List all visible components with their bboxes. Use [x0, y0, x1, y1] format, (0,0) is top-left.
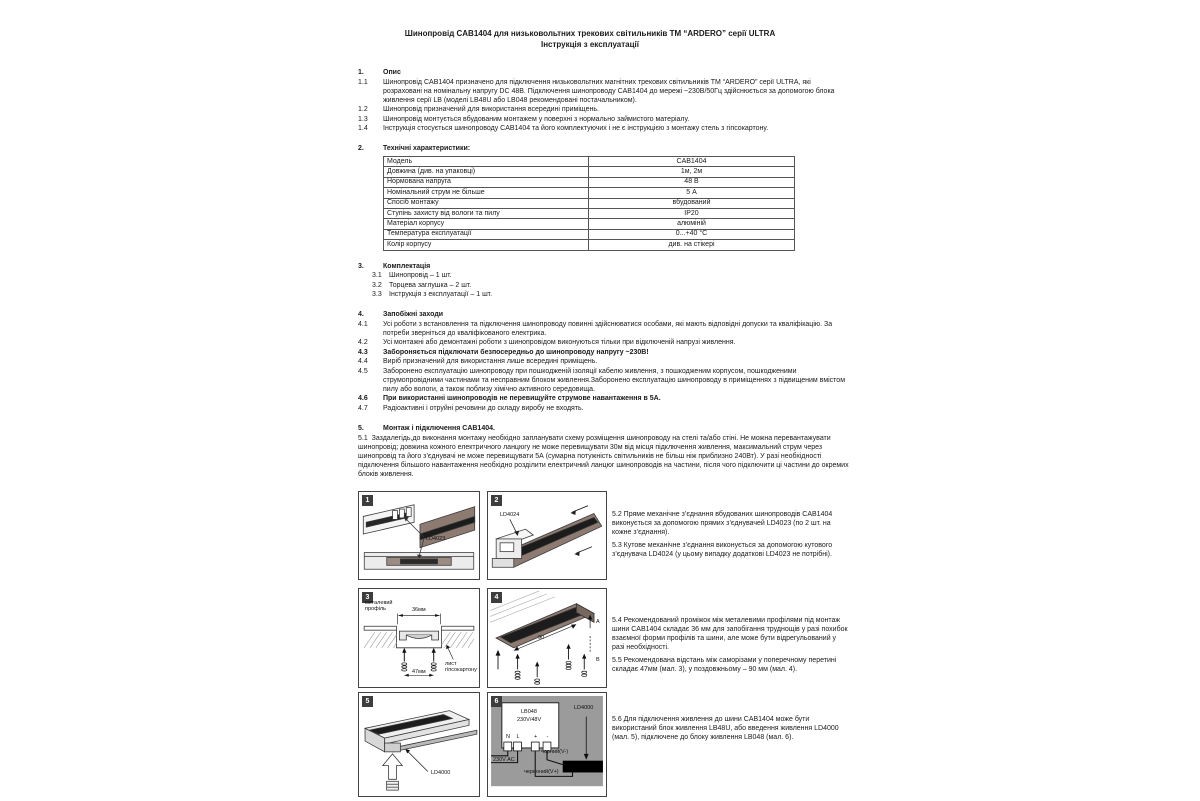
item-number: 4.1: [358, 320, 368, 328]
ld4024-label: LD4024: [500, 511, 520, 518]
list-item: [372, 281, 850, 290]
item-number: 3.1: [372, 272, 382, 280]
psu-name-label: LB048: [521, 708, 537, 715]
figure-5: [358, 692, 480, 797]
item-number: 4.3: [358, 348, 368, 356]
figure-2-number-badge: 2: [491, 495, 502, 506]
item-text: Інструкція стосується шинопроводу CAB1404 та його комплектуючих і не є інструкцією з монтажу стель з гіпсокартону.: [383, 125, 769, 132]
figure-5-number-badge: 5: [362, 696, 373, 707]
terminal-n-label: N: [506, 733, 510, 740]
value-cell: див. на стікері: [589, 240, 795, 250]
item-number: 1.2: [358, 106, 368, 113]
list-item: [358, 115, 850, 124]
item-number: 3.3: [372, 291, 382, 299]
section-number: 2.: [358, 145, 364, 152]
param-cell: Матеріал корпусу: [384, 219, 589, 229]
item-text: Усі монтажні або демонтажні роботи з шинопровідом виконуються тільки при відключеній напрузі живлення.: [383, 339, 736, 347]
list-item: [358, 404, 850, 413]
item-number: 4.5: [358, 367, 368, 375]
note-5-4: 5.4 Рекомендований проміжок між металевими профілями під монтаж шини CAB1404 складає 36 мм для запобігання труднощів у разі похибок взаємної форми профілів та шини, але може бути відрегульований у разі необхідності.: [612, 616, 848, 651]
table-row: [384, 188, 795, 198]
spec-table: [383, 156, 795, 251]
item-number: 1.3: [358, 115, 368, 123]
value-cell: 5 А: [589, 188, 795, 198]
section-2-heading: [358, 144, 850, 153]
section-1-heading: [358, 68, 850, 77]
ld4023-label: LD4023: [426, 535, 446, 542]
document-body: [358, 68, 850, 801]
section-number: 1.: [358, 69, 364, 76]
figure-2-drawing: [488, 492, 606, 579]
list-item: [372, 290, 850, 299]
figure-1: [358, 491, 480, 580]
table-row: [384, 157, 795, 167]
terminal-minus-label: -: [546, 733, 549, 740]
section-3-heading: [358, 262, 850, 271]
item-number: 1.4: [358, 125, 368, 132]
item-number: 5.1: [358, 434, 368, 442]
section-4-heading: [358, 310, 850, 319]
item-text: Шинопровід призначений для використання всередині приміщень.: [383, 106, 599, 113]
figure-3: [358, 588, 480, 688]
item-text: Шинопровід – 1 шт.: [389, 272, 452, 280]
section-5-heading: [358, 424, 850, 433]
param-cell: Ступінь захисту від вологи та пилу: [384, 209, 589, 219]
figure-6: [487, 692, 607, 797]
title-line-2: Інструкція з експлуатації: [540, 40, 640, 49]
note-5-3: 5.3 Кутове механічне з’єднання виконується за допомогою кутового з’єднувача LD4024 (у цьому випадку додаткові LD4023 не потрібні).: [612, 541, 833, 558]
table-row: [384, 167, 795, 177]
drywall-sheet-label: лист гіпсокартону: [445, 660, 477, 673]
notes-block-3: [612, 715, 850, 746]
param-cell: Температура експлуатації: [384, 229, 589, 239]
param-cell: Довжина (див. на упаковці): [384, 167, 589, 177]
value-cell: 0...+40 °С: [589, 229, 795, 239]
point-b-label: B: [596, 656, 600, 663]
dim-47mm-label: 47мм: [412, 668, 426, 675]
figure-4-drawing: [488, 589, 606, 687]
list-item: [358, 338, 850, 347]
figure-1-number-badge: 1: [362, 495, 373, 506]
notes-block-2: [612, 616, 850, 678]
param-cell: Нормована напруга: [384, 177, 589, 187]
value-cell: 48 В: [589, 177, 795, 187]
item-number: 4.2: [358, 339, 368, 347]
list-item: [358, 105, 850, 114]
item-text: Виріб призначений для використання лише всередині приміщень.: [383, 358, 598, 366]
black-wire-label: чорний(V-): [541, 748, 569, 755]
table-row: [384, 219, 795, 229]
param-cell: Модель: [384, 157, 589, 167]
section-3: [358, 262, 850, 300]
figure-5-drawing: [359, 693, 479, 796]
psu-rating-label: 230V/48V: [517, 716, 542, 723]
section-number: 4.: [358, 311, 364, 319]
metal-profile-label: металевий профіль: [365, 599, 393, 612]
section-title: Запобіжні заходи: [383, 311, 444, 319]
list-item: [358, 367, 850, 394]
item-text: Заздалегідь,до виконання монтажу необхідно запланувати схему розміщення шинопроводу на стелі та/або стіні. Не можна перевантажувати шинопровід; довжина кожного електричного ланцюгу не може перевищувати 30м від місця підключення живлення, максимальний струм через шинопровід та його з’єднувачі не може перевищувати 5А (сумарна потужність світильників не більш ніж приблизно 240Вт). У разі необхідності підключення більшого навантаження необхідно розділити електричний ланцюг шинопроводів на частини, після чого підключити ці частини до окремих блоків живлення.: [358, 434, 849, 478]
item-text: Шинопровід CAB1404 призначено для підключення низьковольтних магнітних трекових світильників ТМ “ARDERO” серії ULTRA, які розраховані на номінальну напругу DC 48В. Підключення шинопроводу CAB1404 до мережі ~230В/50Гц здійснюється за допомогою блока живлення серії LB (моделі LB48U або LB048 рекомендовані постачальником).: [383, 78, 835, 104]
section-1: [358, 68, 850, 133]
terminal-l-label: L: [516, 733, 520, 740]
title-line-1: Шинопровід CAB1404 для низьковольтних трекових світильників ТМ “ARDERO” серії ULTRA: [404, 29, 776, 38]
document-title: [340, 28, 840, 50]
figure-6-number-badge: 6: [491, 696, 502, 707]
figure-4-number-badge: 4: [491, 592, 502, 603]
section-number: 3.: [358, 262, 364, 270]
dim-90-label: 90: [538, 634, 545, 641]
list-item: [358, 78, 850, 105]
item-text: Забороняється підключати безпосередньо до шинопроводу напругу ~230В!: [383, 348, 649, 356]
red-wire-label: червоний(V+): [524, 768, 559, 775]
table-row: [384, 209, 795, 219]
figures-area: [358, 491, 850, 801]
note-5-6: 5.6 Для підключення живлення до шини CAB1404 може бути використаний блок живлення LB48U, або введення живлення LD4000 (мал. 5), підключене до блоку живлення LB048 (мал. 6).: [612, 715, 839, 741]
value-cell: вбудований: [589, 198, 795, 208]
section-title: Технічні характеристики:: [383, 145, 471, 152]
section-title: Опис: [383, 69, 401, 76]
item-text: Радіоактивні і отруйні речовини до складу виробу не входять.: [383, 404, 584, 412]
figure-2: [487, 491, 607, 580]
notes-block-1: [612, 510, 850, 563]
list-item: [358, 357, 850, 366]
item-text: При використанні шинопроводів не перевищуйте струмове навантаження в 5А.: [383, 395, 661, 403]
item-text: Шинопровід монтується вбудованим монтажем у поверхні з нормально займистого матеріалу.: [383, 115, 690, 123]
point-a-label: A: [596, 618, 600, 625]
list-item: [372, 271, 850, 280]
figure-3-number-badge: 3: [362, 592, 373, 603]
section-4: [358, 310, 850, 413]
figure-4: [487, 588, 607, 688]
mains-voltage-label: 230V AC: [493, 757, 515, 764]
ld4000-label: LD4000: [431, 769, 451, 776]
section-title: Монтаж і підключення CAB1404.: [383, 424, 495, 432]
param-cell: Спосіб монтажу: [384, 198, 589, 208]
param-cell: Номінальний струм не більше: [384, 188, 589, 198]
note-5-2: 5.2 Пряме механічне з’єднання вбудованих шинопроводів CAB1404 виконується за допомогою прямих з’єднувачей LD4023 (по 2 шт. на кожне з’єднання).: [612, 510, 833, 536]
table-row: [384, 177, 795, 187]
value-cell: CAB1404: [589, 157, 795, 167]
item-text: Інструкція з експлуатації – 1 шт.: [389, 291, 493, 299]
item-number: 3.2: [372, 281, 382, 289]
item-text: Заборонено експлуатацію шинопроводу при пошкодженій ізоляції кабелю живлення, з пошкодженим корпусом, пошкодженими струмопровідними частинами та несправним блоком живлення.Заборонено експлуатацію шинопроводу в приміщеннях з підвищеним вмістом пилу або вологи, а також поблизу хімічно активного середовища.: [383, 367, 846, 393]
section-title: Комплектація: [383, 262, 431, 270]
ld4000-track-label: LD4000: [574, 704, 594, 711]
section-number: 5.: [358, 424, 364, 432]
list-item-warning: [358, 348, 850, 357]
section-5: [358, 424, 850, 801]
figure-1-drawing: [359, 492, 479, 579]
table-row: [384, 229, 795, 239]
item-text: Торцева заглушка – 2 шт.: [389, 281, 472, 289]
list-item: [358, 124, 850, 133]
item-text: Усі роботи з встановлення та підключення шинопроводу повинні здійснюватися особами, які мають відповідні допуски та кваліфікацію. За потреби зверніться до кваліфікованого електрика.: [383, 320, 833, 337]
list-item: [358, 320, 850, 338]
note-5-5: 5.5 Рекомендована відстань між саморізами у поперечному перетині складає 47мм (мал. 3), у поздовжньому – 90 мм (мал. 4).: [612, 656, 837, 673]
table-row: [384, 240, 795, 250]
item-number: 4.4: [358, 358, 368, 366]
dim-36mm-label: 36мм: [412, 606, 426, 613]
param-cell: Колір корпусу: [384, 240, 589, 250]
value-cell: алюміній: [589, 219, 795, 229]
list-item-warning: [358, 394, 850, 403]
section-2: [358, 144, 850, 251]
item-number: 1.1: [358, 78, 368, 86]
table-row: [384, 198, 795, 208]
terminal-plus-label: +: [534, 733, 538, 740]
value-cell: 1м, 2м: [589, 167, 795, 177]
item-number: 4.6: [358, 395, 368, 403]
value-cell: IP20: [589, 209, 795, 219]
paragraph-5-1: [358, 434, 850, 479]
item-number: 4.7: [358, 404, 368, 412]
